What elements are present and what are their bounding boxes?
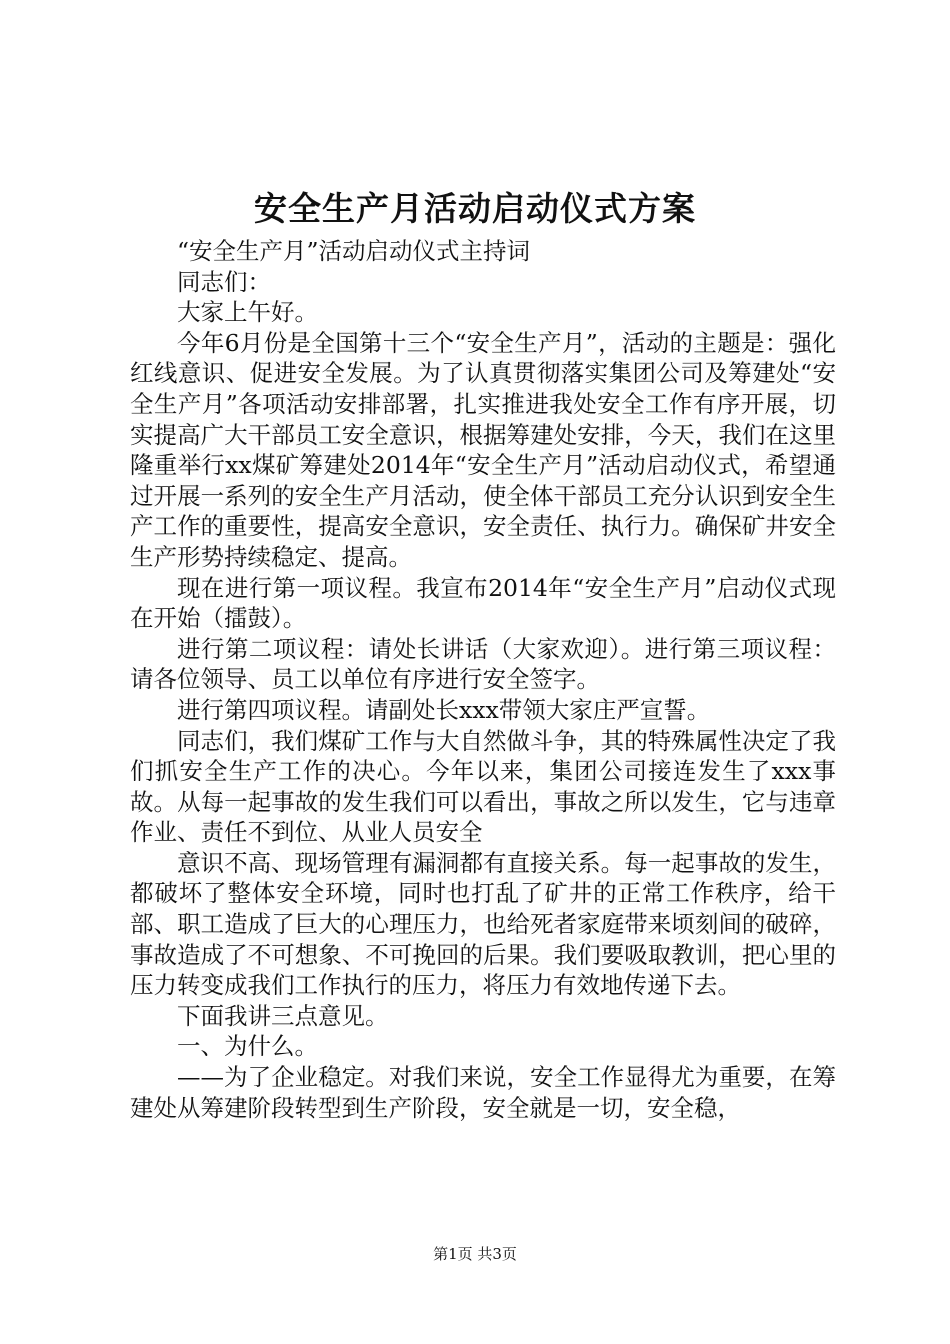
document-body xyxy=(130,236,836,1123)
document-title: 安全生产月活动启动仪式方案 xyxy=(254,189,696,228)
paragraph-agenda-2-3: 进行第二项议程：请处长讲话（大家欢迎）。进行第三项议程：请各位领导、员工以单位有序进行安全签字。 xyxy=(130,634,836,694)
paragraph-agenda-4: 进行第四项议程。请副处长xxx带领大家庄严宣誓。 xyxy=(177,695,711,724)
paragraph-greeting: 大家上午好。 xyxy=(177,298,318,327)
page-footer: 第1页 共3页 xyxy=(433,1245,517,1263)
paragraph-salutation: 同志们： xyxy=(177,267,271,296)
paragraph-agenda-1: 现在进行第一项议程。我宣布2014年“安全生产月”启动仪式现在开始（擂鼓）。 xyxy=(130,573,836,633)
paragraph-section-one: 一、为什么。 xyxy=(177,1032,318,1061)
paragraph-three-points: 下面我讲三点意见。 xyxy=(177,1001,389,1030)
paragraph-stability: ——为了企业稳定。对我们来说，安全工作显得尤为重要，在筹建处从筹建阶段转型到生产阶段，安全就是一切，安全稳， xyxy=(130,1063,836,1122)
paragraph-intro: 今年6月份是全国第十三个“安全生产月”，活动的主题是：强化红线意识、促进安全发展。为了认真贯彻落实集团公司及筹建处“安全生产月”各项活动安排部署，扎实推进我处安全工作有序开展，切实提高广大干部员工安全意识，根据筹建处安排，今天，我们在这里隆重举行xx煤矿筹建处2014年“安全生产月”活动启动仪式，希望通过开展一系列的安全生产月活动，使全体干部员工充分认识到安全生产工作的重要性，提高安全意识，安全责任、执行力。确保矿井安全生产形势持续稳定、提高。 xyxy=(130,328,836,571)
paragraph-heading: “安全生产月”活动启动仪式主持词 xyxy=(177,237,531,265)
paragraph-consequences: 意识不高、现场管理有漏洞都有直接关系。每一起事故的发生，都破坏了整体安全环境，同时也打乱了矿井的正常工作秩序，给干部、职工造成了巨大的心理压力，也给死者家庭带来顷刻间的破碎，事故造成了不可想象、不可挽回的后果。我们要吸取教训，把心里的压力转变成我们工作执行的压力，将压力有效地传递下去。 xyxy=(130,848,836,1000)
paragraph-accidents: 同志们，我们煤矿工作与大自然做斗争，其的特殊属性决定了我们抓安全生产工作的决心。今年以来，集团公司接连发生了xxx事故。从每一起事故的发生我们可以看出，事故之所以发生，它与违章作业、责任不到位、从业人员安全 xyxy=(130,726,836,847)
